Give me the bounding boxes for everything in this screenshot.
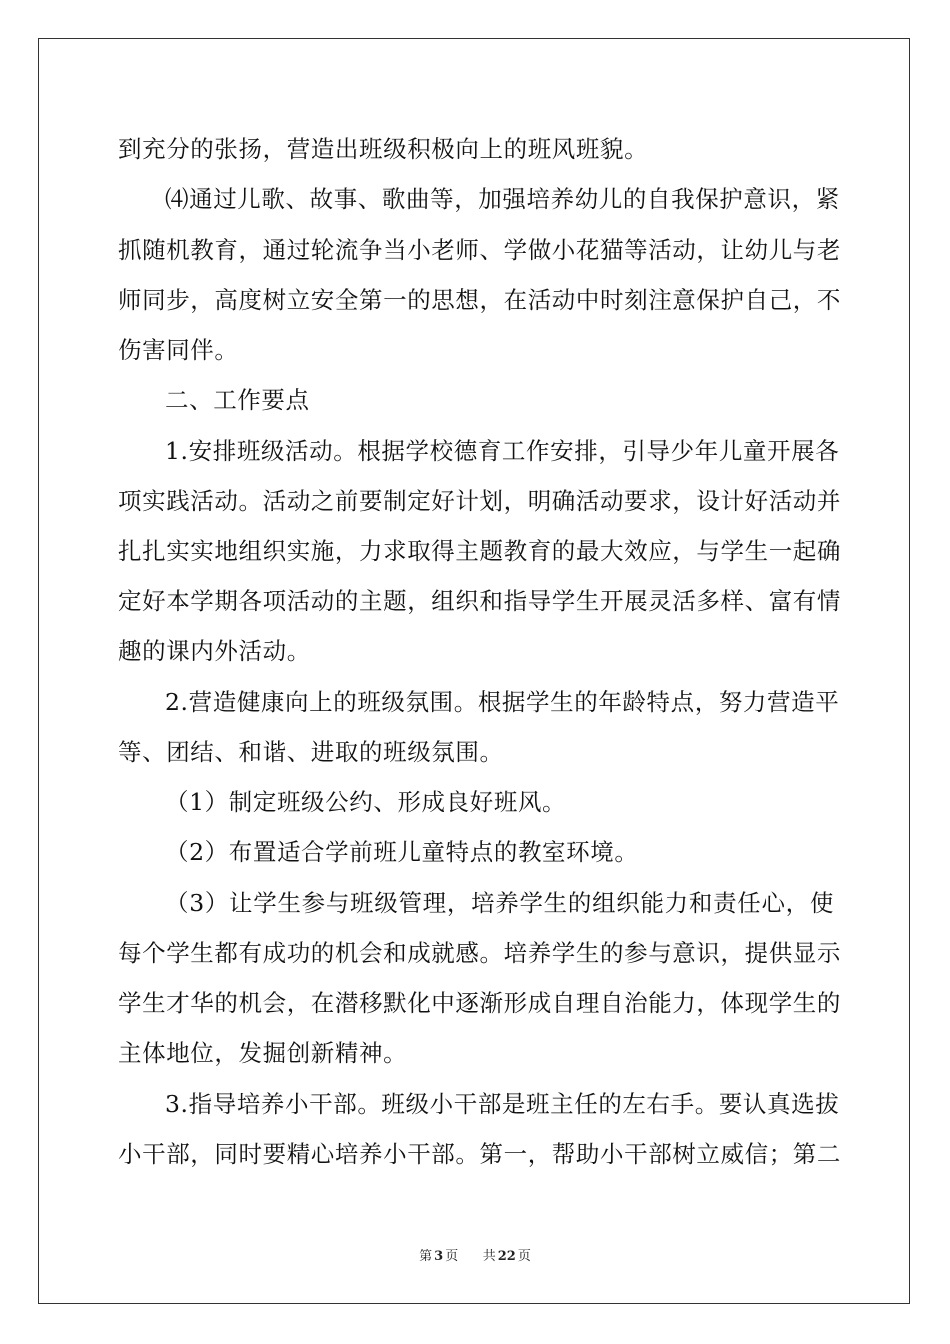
- paragraph-line: 抓随机教育，通过轮流争当小老师、学做小花猫等活动，让幼儿与老: [118, 236, 841, 264]
- total-pages: 22: [497, 1249, 516, 1264]
- paragraph-line: 伤害同伴。: [118, 336, 239, 364]
- list-item: （1）制定班级公约、形成良好班风。: [165, 788, 567, 816]
- paragraph-line: 等、团结、和谐、进取的班级氛围。: [118, 738, 504, 766]
- paragraph-line: 1.安排班级活动。根据学校德育工作安排，引导少年儿童开展各: [165, 437, 840, 465]
- paragraph-line: 每个学生都有成功的机会和成就感。培养学生的参与意识，提供显示: [118, 939, 841, 967]
- page-suffix: 页: [445, 1249, 459, 1264]
- list-item: （3）让学生参与班级管理，培养学生的组织能力和责任心，使: [165, 889, 834, 917]
- total-pages-indicator: [481, 1249, 533, 1264]
- paragraph-line: ⑷通过儿歌、故事、歌曲等，加强培养幼儿的自我保护意识，紧: [165, 185, 840, 213]
- paragraph-line: 到充分的张扬，营造出班级积极向上的班风班貌。: [118, 135, 649, 163]
- paragraph-line: 趣的课内外活动。: [118, 637, 311, 665]
- paragraph-line: 学生才华的机会，在潜移默化中逐渐形成自理自治能力，体现学生的: [118, 989, 841, 1017]
- page-number: 3: [434, 1249, 444, 1264]
- paragraph-line: 小干部，同时要精心培养小干部。第一，帮助小干部树立威信；第二: [118, 1140, 841, 1168]
- paragraph-line: 扎扎实实地组织实施，力求取得主题教育的最大效应，与学生一起确: [118, 537, 841, 565]
- list-item: （2）布置适合学前班儿童特点的教室环境。: [165, 838, 639, 866]
- paragraph-line: 定好本学期各项活动的主题，组织和指导学生开展灵活多样、富有情: [118, 587, 841, 615]
- paragraph-line: 师同步，高度树立安全第一的思想，在活动中时刻注意保护自己，不: [118, 286, 841, 314]
- section-heading: 二、工作要点: [165, 386, 310, 414]
- page-footer: [0, 1248, 950, 1266]
- paragraph-line: 2.营造健康向上的班级氛围。根据学生的年龄特点，努力营造平: [165, 688, 840, 716]
- page-prefix: 第: [419, 1249, 433, 1264]
- paragraph-line: 主体地位，发掘创新精神。: [118, 1039, 408, 1067]
- total-suffix: 页: [517, 1249, 531, 1264]
- paragraph-line: 项实践活动。活动之前要制定好计划，明确活动要求，设计好活动并: [118, 487, 841, 515]
- total-prefix: 共: [482, 1249, 496, 1264]
- paragraph-line: 3.指导培养小干部。班级小干部是班主任的左右手。要认真选拔: [165, 1090, 840, 1118]
- page-indicator: [417, 1249, 460, 1264]
